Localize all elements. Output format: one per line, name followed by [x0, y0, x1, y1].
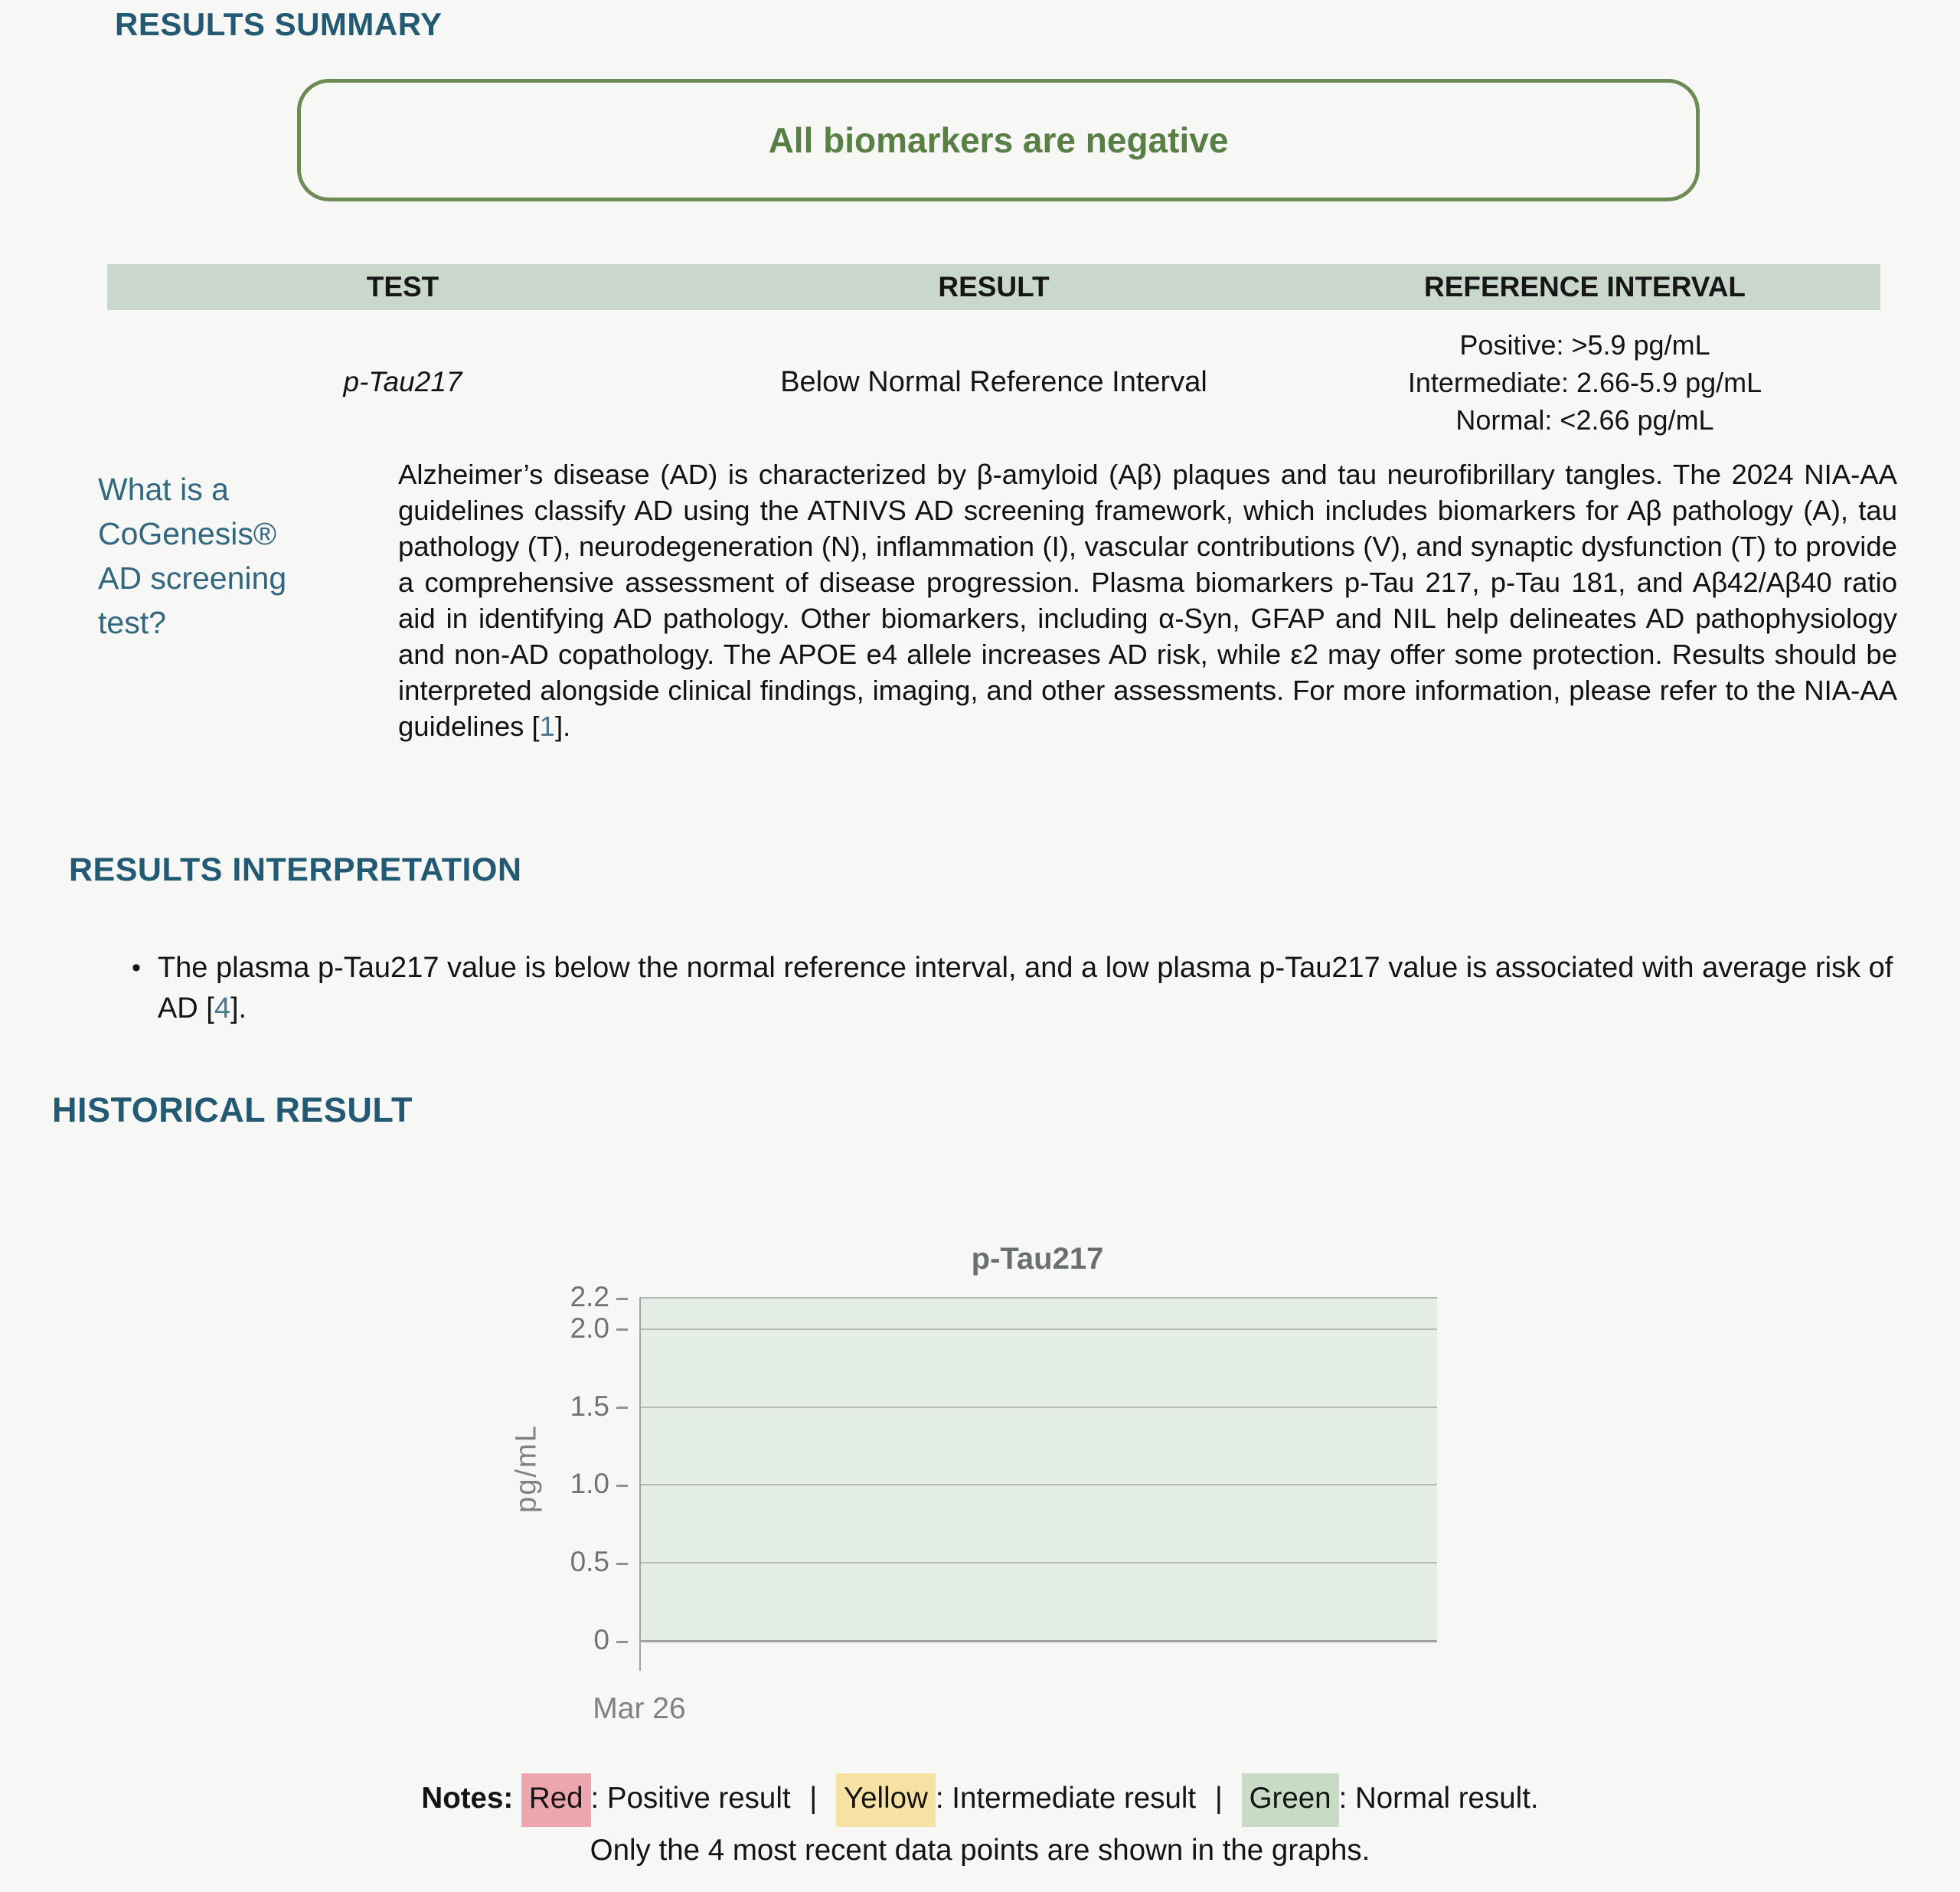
y-tick-mark: [616, 1298, 628, 1300]
y-tick-mark: [616, 1328, 628, 1331]
interpretation-bullet-item: [132, 948, 1932, 1029]
results-table-header: [107, 264, 1880, 310]
col-header-reference: REFERENCE INTERVAL: [1423, 271, 1746, 302]
gridline-0.5: [641, 1562, 1437, 1564]
notes-legend-line: [0, 1773, 1960, 1827]
y-tick-2.2: [570, 1281, 628, 1313]
y-tick-mark: [616, 1407, 628, 1409]
chart-x-tick-label: Mar 26: [593, 1692, 686, 1725]
y-tick-1.0: [570, 1468, 628, 1500]
historical-result-heading: HISTORICAL RESULT: [52, 1090, 413, 1129]
chart-y-axis-label: pg/mL: [510, 1424, 543, 1513]
results-summary-heading: RESULTS SUMMARY: [115, 6, 443, 42]
gridline-2.2: [641, 1297, 1437, 1299]
legend-chip-red: Red: [521, 1773, 591, 1827]
results-table: [107, 264, 1880, 443]
y-tick-0: [593, 1624, 628, 1656]
banner-text: All biomarkers are negative: [768, 120, 1229, 160]
y-tick-number: 2.0: [570, 1312, 609, 1344]
notes-line-2: Only the 4 most recent data points are shown in the graphs.: [590, 1834, 1370, 1867]
y-tick-0.5: [570, 1546, 628, 1578]
col-header-test: TEST: [366, 271, 439, 302]
interpretation-bullet-text: [158, 948, 1932, 1029]
col-header-result: RESULT: [938, 271, 1050, 302]
y-tick-mark: [616, 1641, 628, 1643]
reference-line-intermediate: Intermediate: 2.66-5.9 pg/mL: [1407, 366, 1762, 398]
notes-label: Notes:: [421, 1782, 514, 1815]
legend-chip-yellow: Yellow: [836, 1773, 936, 1827]
cell-result-value: Below Normal Reference Interval: [780, 365, 1207, 398]
reference-line-positive: Positive: >5.9 pg/mL: [1459, 328, 1710, 361]
cell-reference-interval: [1289, 326, 1880, 439]
reference-link-4[interactable]: 4: [214, 992, 230, 1024]
gridline-1.5: [641, 1407, 1437, 1408]
y-tick-number: 1.5: [570, 1390, 609, 1422]
table-row: [107, 310, 1880, 443]
chart-title: p-Tau217: [971, 1242, 1104, 1276]
y-tick-number: 0.5: [570, 1546, 609, 1578]
chart-plot-area: [639, 1297, 1437, 1640]
chart-y-axis: [459, 1281, 628, 1655]
about-body-paragraph: [398, 456, 1897, 744]
about-body-close: ].: [554, 711, 571, 742]
legend-desc-red: : Positive result: [590, 1782, 791, 1815]
bullet-marker: •: [132, 953, 141, 982]
gridline-1.0: [641, 1484, 1437, 1485]
bullet-text-close: ].: [230, 992, 247, 1024]
y-tick-number: 1.0: [570, 1468, 609, 1500]
legend-desc-yellow: : Intermediate result: [935, 1782, 1197, 1815]
about-question: What is a CoGenesis® AD screening test?: [98, 472, 287, 640]
y-tick-mark: [616, 1485, 628, 1487]
summary-banner: [297, 79, 1700, 201]
bullet-text: The plasma p-Tau217 value is below the normal reference interval, and a low plasma p-Tau217 value is associated with average risk of AD [: [157, 952, 1893, 1024]
legend-desc-green: : Normal result.: [1338, 1782, 1539, 1815]
legend-separator: |: [809, 1782, 818, 1815]
gridline-2.0: [641, 1328, 1437, 1330]
y-tick-1.5: [570, 1390, 628, 1423]
reference-link-1[interactable]: 1: [539, 711, 555, 742]
y-tick-number: 2.2: [570, 1281, 609, 1312]
gridline-0: [641, 1640, 1437, 1642]
y-tick-2.0: [570, 1312, 628, 1345]
about-body-text: Alzheimer’s disease (AD) is characterized by β-amyloid (Aβ) plaques and tau neurofibrillary tangles. The 2024 NIA-AA guidelines classify AD using the ATNIVS AD screening framework, which includes biomarkers for Aβ pathology (A), tau pathology (T), neurodegeneration (N), inflammation (I), vascular contributions (V), and synaptic dysfunction (T) to provide a comprehensive assessment of disease progression. Plasma biomarkers p-Tau 217, p-Tau 181, and Aβ42/Aβ40 ratio aid in identifying AD pathology. Other biomarkers, including α-Syn, GFAP and NIL help delineates AD pathophysiology and non-AD copathology. The APOE e4 allele increases AD risk, while ε2 may offer some protection. Results should be interpreted alongside clinical findings, imaging, and other assessments. For more information, please refer to the NIA-AA guidelines [: [398, 459, 1897, 742]
legend-chip-green: Green: [1242, 1773, 1339, 1827]
notes-block: [0, 1773, 1960, 1874]
y-tick-number: 0: [593, 1624, 609, 1655]
results-interpretation-heading: RESULTS INTERPRETATION: [69, 851, 522, 888]
y-tick-mark: [616, 1563, 628, 1565]
legend-separator: |: [1214, 1782, 1223, 1815]
historical-chart: [459, 1242, 1493, 1801]
cell-test-name: p-Tau217: [343, 366, 462, 397]
reference-line-normal: Normal: <2.66 pg/mL: [1455, 404, 1714, 436]
